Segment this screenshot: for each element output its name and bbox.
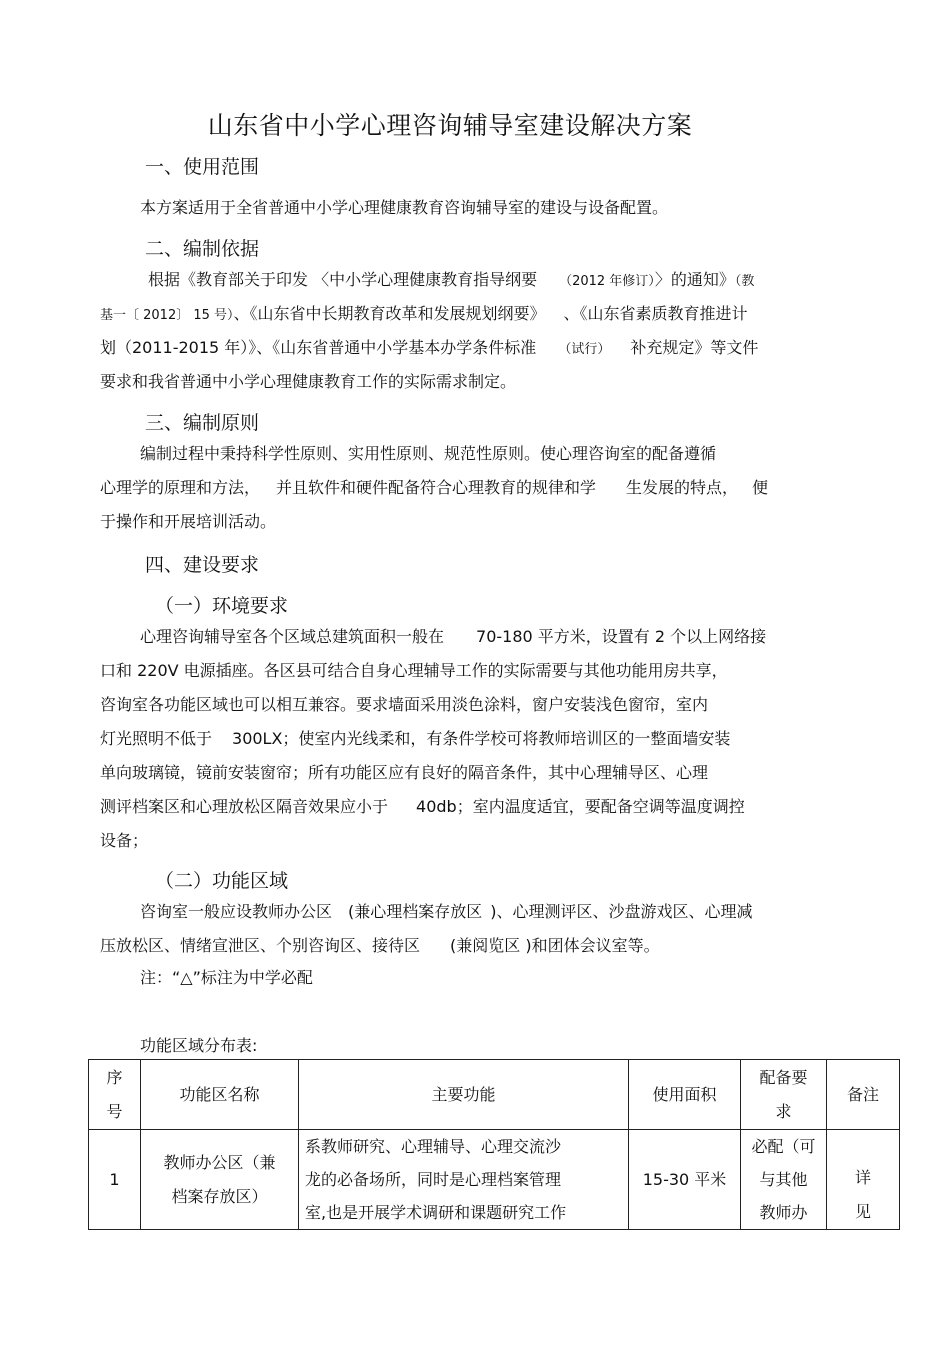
text-run: 根据《教育部关于印发 〈中小学心理健康教育指导纲要 (148, 270, 538, 289)
function-area-table (88, 1059, 900, 1230)
text-run: 、《山东省素质教育推进计 (563, 304, 748, 323)
section-heading-basis: 二、编制依据 (145, 238, 260, 260)
paragraph-line: 本方案适用于全省普通中小学心理健康教育咨询辅导室的建设与设备配置。 (140, 198, 669, 217)
section-heading-requirements: 四、建设要求 (145, 554, 260, 576)
paragraph-line (100, 729, 730, 749)
text-run: 300LX；使室内光线柔和，有条件学校可将教师培训区的一整面墙安装 (232, 729, 731, 748)
text-run: (兼阅览区 )和团体会议室等。 (450, 936, 660, 955)
cell-area: 15-30 平米 (629, 1130, 741, 1230)
paragraph-line (100, 797, 745, 817)
text-run: 70-180 平方米，设置有 2 个以上网络接 (476, 627, 767, 646)
text-run: （试行） (558, 342, 611, 357)
text-run: 咨询室一般应设教师办公区 (140, 902, 333, 921)
paragraph-line (100, 338, 758, 360)
header-area: 使用面积 (629, 1060, 741, 1130)
cell-name: 教师办公区（兼 档案存放区） (141, 1130, 299, 1230)
subsection-heading-function-areas: （二）功能区域 (155, 870, 289, 892)
paragraph-line: 设备； (100, 831, 149, 850)
text-run: 并且软件和硬件配备符合心理教育的规律和学 (276, 478, 597, 497)
text-run: 测评档案区和心理放松区隔音效果应小于 (100, 797, 389, 816)
text-run: 补充规定》等文件 (630, 338, 759, 357)
text-run: 基一〔 2012〕 15 号） (100, 308, 234, 323)
text-run: 压放松区、情绪宣泄区、个别咨询区、接待区 (100, 936, 421, 955)
text-run: 心理学的原理和方法， (100, 478, 261, 497)
header-no: 序 号 (89, 1060, 141, 1130)
paragraph-line (100, 478, 768, 498)
cell-no: 1 (89, 1130, 141, 1230)
text-run: 便 (752, 478, 769, 497)
table-caption: 功能区域分布表: (140, 1036, 258, 1055)
header-function: 主要功能 (299, 1060, 629, 1130)
section-heading-principles: 三、编制原则 (145, 412, 260, 434)
paragraph-line: 口和 220V 电源插座。各区县可结合自身心理辅导工作的实际需要与其他功能用房共享， (100, 661, 728, 680)
text-run: 〉的通知》 (654, 270, 735, 289)
header-requirement: 配备要 求 (741, 1060, 827, 1130)
paragraph-line: 于操作和开展培训活动。 (100, 512, 277, 531)
table-header-row (89, 1060, 900, 1130)
document-title: 山东省中小学心理咨询辅导室建设解决方案 (207, 111, 693, 140)
text-run: 40db；室内温度适宜，要配备空调等温度调控 (416, 797, 745, 816)
cell-remark: 详 见 (827, 1130, 900, 1230)
paragraph-line: 咨询室各功能区域也可以相互兼容。要求墙面采用淡色涂料，窗户安装浅色窗帘，室内 (100, 695, 709, 714)
cell-requirement: 必配（可 与其他 教师办 (741, 1130, 827, 1230)
paragraph-line (140, 902, 753, 922)
text-run: 、《山东省中长期教育改革和发展规划纲要》 (233, 304, 546, 323)
paragraph-line (100, 304, 748, 326)
section-heading-scope: 一、使用范围 (145, 156, 260, 178)
text-run: 灯光照明不低于 (100, 729, 213, 748)
text-run: 生发展的特点， (626, 478, 739, 497)
note-line: 注：“△”标注为中学必配 (140, 968, 313, 987)
paragraph-line (100, 936, 660, 956)
table-row (89, 1130, 900, 1230)
paragraph-line (140, 627, 766, 647)
subsection-heading-environment: （一）环境要求 (155, 595, 289, 617)
text-run: （2012 年修订） (559, 274, 655, 289)
cell-function: 系教师研究、心理辅导、心理交流沙 龙的必备场所，同时是心理档案管理 室,也是开展学术调研和课题研究工作 (299, 1130, 629, 1230)
header-remark: 备注 (827, 1060, 900, 1130)
text-run: (兼心理档案存放区 (348, 902, 483, 921)
text-run: )、心理测评区、沙盘游戏区、心理减 (490, 902, 753, 921)
text-run: 心理咨询辅导室各个区域总建筑面积一般在 (140, 627, 445, 646)
text-run: （教 (734, 274, 755, 289)
header-name: 功能区名称 (141, 1060, 299, 1130)
paragraph-line (148, 270, 754, 292)
paragraph-line: 编制过程中秉持科学性原则、实用性原则、规范性原则。使心理咨询室的配备遵循 (140, 444, 717, 463)
text-run: 划（2011-2015 年）》、《山东省普通中小学基本办学条件标准 (100, 338, 537, 357)
paragraph-line: 单向玻璃镜，镜前安装窗帘；所有功能区应有良好的隔音条件，其中心理辅导区、心理 (100, 763, 709, 782)
paragraph-line: 要求和我省普通中小学心理健康教育工作的实际需求制定。 (100, 372, 517, 391)
